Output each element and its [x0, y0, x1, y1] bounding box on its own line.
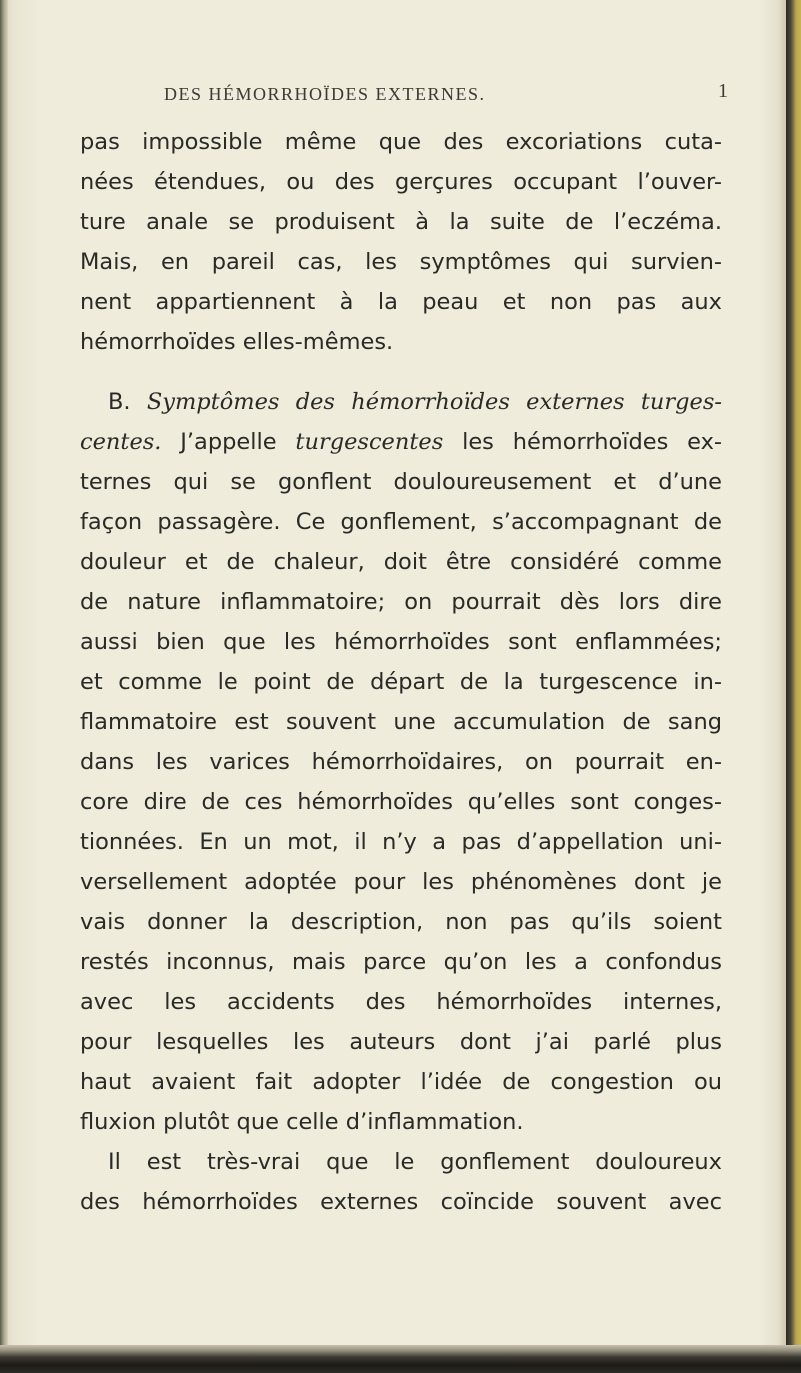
text-line	[80, 422, 722, 462]
text-line: ternes qui se gonflent douloureusement et d’une	[80, 469, 722, 495]
paragraph-2	[80, 382, 722, 1142]
text-line: aussi bien que les hémorrhoïdes sont enflammées;	[80, 629, 722, 655]
text-line: haut avaient fait adopter l’idée de congestion ou	[80, 1069, 722, 1095]
section-heading-line	[80, 382, 722, 422]
text-line: nent appartiennent à la peau et non pas aux	[80, 289, 722, 315]
text-line: douleur et de chaleur, doit être considéré comme	[80, 549, 722, 575]
section-letter: B.	[108, 389, 147, 415]
paragraph-3	[80, 1142, 722, 1222]
text-line: hémorrhoïdes elles-mêmes.	[80, 329, 394, 355]
text-line: de nature inflammatoire; on pourrait dès lors dire	[80, 589, 722, 615]
text-line: vais donner la description, non pas qu’ils soient	[80, 909, 722, 935]
page-left-gutter	[0, 0, 8, 1373]
text-line: fluxion plutôt que celle d’inflammation.	[80, 1109, 524, 1135]
text-line: avec les accidents des hémorrhoïdes internes,	[80, 989, 722, 1015]
running-head	[60, 78, 728, 108]
section-heading-italic: Symptômes des hémorrhoïdes externes turges-	[146, 389, 722, 415]
text-line: pour lesquelles les auteurs dont j’ai parlé plus	[80, 1029, 722, 1055]
text-line: core dire de ces hémorrhoïdes qu’elles sont conges-	[80, 789, 722, 815]
emphasized-term: turgescentes	[295, 429, 444, 455]
text-line: restés inconnus, mais parce qu’on les a confondus	[80, 949, 722, 975]
text-line: nées étendues, ou des gerçures occupant l’ouver-	[80, 169, 722, 195]
text-line: façon passagère. Ce gonflement, s’accompagnant de	[80, 509, 722, 535]
paragraph-1	[80, 122, 722, 362]
text-line: Mais, en pareil cas, les symptômes qui survien-	[80, 249, 722, 275]
page-bottom-edge	[0, 1345, 801, 1373]
text-line: et comme le point de départ de la turgescence in-	[80, 669, 722, 695]
text-line: flammatoire est souvent une accumulation de sang	[80, 709, 722, 735]
page-right-edge	[786, 0, 801, 1373]
text-line: dans les varices hémorrhoïdaires, on pourrait en-	[80, 749, 722, 775]
text-line: versellement adoptée pour les phénomènes dont je	[80, 869, 722, 895]
section-heading-italic-end: centes.	[80, 429, 162, 455]
text-line: ture anale se produisent à la suite de l’eczéma.	[80, 209, 722, 235]
page-number: 1	[718, 80, 728, 102]
text-line: tionnées. En un mot, il n’y a pas d’appellation uni-	[80, 829, 722, 855]
text-line: pas impossible même que des excoriations cuta-	[80, 129, 722, 155]
text-fragment: les hémorrhoïdes ex-	[443, 429, 722, 455]
text-fragment: J’appelle	[161, 429, 296, 455]
text-line: Il est très-vrai que le gonflement douloureux	[108, 1149, 722, 1175]
body-text	[80, 122, 722, 1222]
running-title: DES HÉMORRHOÏDES EXTERNES.	[164, 84, 486, 104]
text-line: des hémorrhoïdes externes coïncide souvent avec	[80, 1189, 722, 1215]
paragraph-gap	[80, 362, 722, 382]
